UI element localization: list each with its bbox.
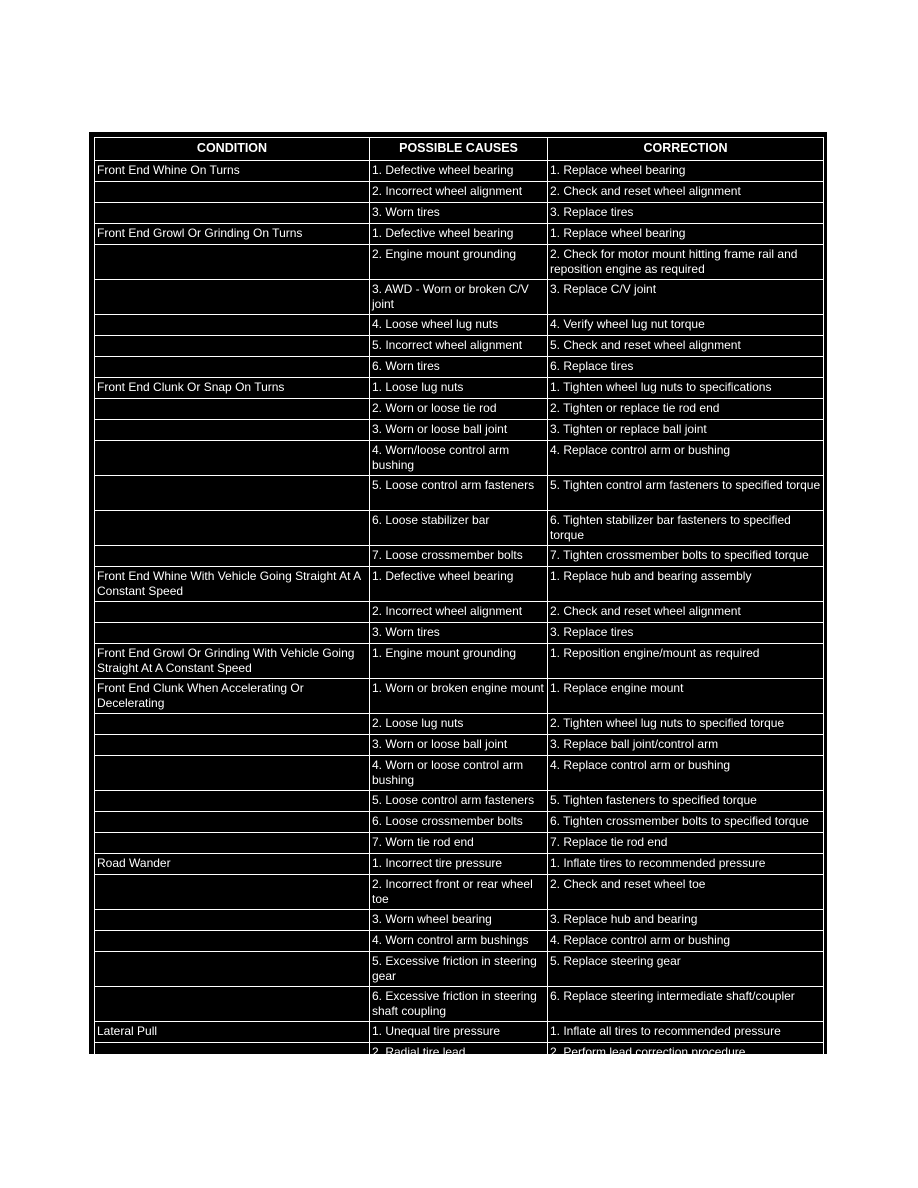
table-row: [95, 756, 824, 791]
table-row: [95, 910, 824, 931]
condition-cell: Road Wander: [95, 854, 370, 875]
possible-cause-cell: 5. Excessive friction in steering gear: [370, 952, 548, 987]
correction-cell: 3. Replace tires: [548, 203, 824, 224]
possible-cause-cell: 6. Excessive friction in steering shaft coupling: [370, 987, 548, 1022]
possible-cause-cell: 1. Defective wheel bearing: [370, 224, 548, 245]
condition-cell: [95, 357, 370, 378]
condition-cell: [95, 1043, 370, 1064]
possible-cause-cell: 6. Loose stabilizer bar: [370, 511, 548, 546]
possible-cause-cell: 3. Worn or loose ball joint: [370, 420, 548, 441]
table-row: [95, 399, 824, 420]
correction-cell: 2. Check and reset wheel alignment: [548, 602, 824, 623]
condition-cell: [95, 476, 370, 511]
condition-cell: [95, 623, 370, 644]
correction-cell: 1. Replace wheel bearing: [548, 161, 824, 182]
table-row: [95, 735, 824, 756]
condition-cell: Front End Clunk Or Snap On Turns: [95, 378, 370, 399]
table-row: [95, 203, 824, 224]
table-row: [95, 623, 824, 644]
diagnosis-table-frame: [89, 132, 827, 1059]
possible-cause-cell: 1. Defective wheel bearing: [370, 161, 548, 182]
condition-cell: [95, 336, 370, 357]
correction-cell: 6. Tighten crossmember bolts to specified torque: [548, 812, 824, 833]
possible-cause-cell: 1. Defective wheel bearing: [370, 567, 548, 602]
correction-cell: 2. Check for motor mount hitting frame rail and reposition engine as required: [548, 245, 824, 280]
condition-cell: [95, 910, 370, 931]
correction-cell: 7. Replace tie rod end: [548, 833, 824, 854]
correction-cell: 6. Replace steering intermediate shaft/coupler: [548, 987, 824, 1022]
possible-cause-cell: 4. Worn/loose control arm bushing: [370, 441, 548, 476]
condition-cell: Front End Clunk When Accelerating Or Decelerating: [95, 679, 370, 714]
correction-cell: 3. Replace ball joint/control arm: [548, 735, 824, 756]
possible-cause-cell: 3. AWD - Worn or broken C/V joint: [370, 280, 548, 315]
condition-cell: [95, 280, 370, 315]
correction-cell: 2. Tighten or replace tie rod end: [548, 399, 824, 420]
diagnosis-table: [94, 137, 824, 1064]
table-row: [95, 875, 824, 910]
condition-cell: [95, 182, 370, 203]
possible-cause-cell: 3. Worn or loose ball joint: [370, 735, 548, 756]
condition-cell: [95, 987, 370, 1022]
possible-cause-cell: 1. Worn or broken engine mount: [370, 679, 548, 714]
possible-cause-cell: 5. Incorrect wheel alignment: [370, 336, 548, 357]
correction-cell: 3. Replace tires: [548, 623, 824, 644]
condition-cell: Front End Whine On Turns: [95, 161, 370, 182]
condition-cell: [95, 735, 370, 756]
possible-cause-cell: 4. Worn or loose control arm bushing: [370, 756, 548, 791]
possible-cause-cell: 2. Incorrect front or rear wheel toe: [370, 875, 548, 910]
possible-cause-cell: 6. Loose crossmember bolts: [370, 812, 548, 833]
possible-cause-cell: 3. Worn tires: [370, 623, 548, 644]
possible-cause-cell: 5. Loose control arm fasteners: [370, 791, 548, 812]
table-row: [95, 245, 824, 280]
correction-cell: 2. Check and reset wheel alignment: [548, 182, 824, 203]
correction-cell: 4. Replace control arm or bushing: [548, 756, 824, 791]
correction-cell: 6. Tighten stabilizer bar fasteners to specified torque: [548, 511, 824, 546]
correction-cell: 2. Tighten wheel lug nuts to specified torque: [548, 714, 824, 735]
table-row: [95, 987, 824, 1022]
table-row: [95, 1043, 824, 1064]
correction-cell: 1. Replace wheel bearing: [548, 224, 824, 245]
possible-cause-cell: 3. Worn tires: [370, 203, 548, 224]
condition-cell: [95, 756, 370, 791]
table-row: [95, 567, 824, 602]
correction-cell: 7. Tighten crossmember bolts to specified torque: [548, 546, 824, 567]
table-row: [95, 441, 824, 476]
table-row: [95, 833, 824, 854]
condition-cell: [95, 245, 370, 280]
possible-cause-cell: 1. Incorrect tire pressure: [370, 854, 548, 875]
condition-cell: [95, 602, 370, 623]
condition-cell: Front End Growl Or Grinding With Vehicle Going Straight At A Constant Speed: [95, 644, 370, 679]
possible-cause-cell: 2. Incorrect wheel alignment: [370, 182, 548, 203]
table-row: [95, 378, 824, 399]
table-row: [95, 315, 824, 336]
correction-cell: 3. Replace hub and bearing: [548, 910, 824, 931]
possible-cause-cell: 2. Incorrect wheel alignment: [370, 602, 548, 623]
correction-cell: 1. Replace hub and bearing assembly: [548, 567, 824, 602]
correction-cell: 4. Replace control arm or bushing: [548, 441, 824, 476]
correction-cell: 5. Check and reset wheel alignment: [548, 336, 824, 357]
possible-cause-cell: 1. Unequal tire pressure: [370, 1022, 548, 1043]
table-row: [95, 1022, 824, 1043]
table-row: [95, 952, 824, 987]
correction-cell: 1. Inflate all tires to recommended pressure: [548, 1022, 824, 1043]
header-condition: CONDITION: [95, 138, 370, 161]
possible-cause-cell: 2. Radial tire lead: [370, 1043, 548, 1064]
condition-cell: [95, 203, 370, 224]
table-header-row: [95, 138, 824, 161]
condition-cell: [95, 511, 370, 546]
condition-cell: Lateral Pull: [95, 1022, 370, 1043]
table-row: [95, 931, 824, 952]
table-row: [95, 854, 824, 875]
condition-cell: [95, 420, 370, 441]
correction-cell: 3. Tighten or replace ball joint: [548, 420, 824, 441]
correction-cell: 3. Replace C/V joint: [548, 280, 824, 315]
table-row: [95, 161, 824, 182]
possible-cause-cell: 4. Loose wheel lug nuts: [370, 315, 548, 336]
correction-cell: 2. Check and reset wheel toe: [548, 875, 824, 910]
table-row: [95, 791, 824, 812]
table-row: [95, 420, 824, 441]
correction-cell: 5. Tighten fasteners to specified torque: [548, 791, 824, 812]
correction-cell: 1. Replace engine mount: [548, 679, 824, 714]
header-possible-causes: POSSIBLE CAUSES: [370, 138, 548, 161]
table-row: [95, 357, 824, 378]
table-body: [95, 161, 824, 1064]
condition-cell: Front End Growl Or Grinding On Turns: [95, 224, 370, 245]
table-row: [95, 280, 824, 315]
possible-cause-cell: 6. Worn tires: [370, 357, 548, 378]
correction-cell: 1. Reposition engine/mount as required: [548, 644, 824, 679]
condition-cell: [95, 399, 370, 420]
correction-cell: 4. Replace control arm or bushing: [548, 931, 824, 952]
correction-cell: 5. Tighten control arm fasteners to specified torque: [548, 476, 824, 511]
correction-cell: 5. Replace steering gear: [548, 952, 824, 987]
possible-cause-cell: 2. Worn or loose tie rod: [370, 399, 548, 420]
condition-cell: [95, 812, 370, 833]
correction-cell: 6. Replace tires: [548, 357, 824, 378]
possible-cause-cell: 1. Engine mount grounding: [370, 644, 548, 679]
correction-cell: 1. Inflate tires to recommended pressure: [548, 854, 824, 875]
table-row: [95, 546, 824, 567]
condition-cell: [95, 441, 370, 476]
possible-cause-cell: 2. Loose lug nuts: [370, 714, 548, 735]
possible-cause-cell: 2. Engine mount grounding: [370, 245, 548, 280]
table-row: [95, 602, 824, 623]
condition-cell: [95, 714, 370, 735]
condition-cell: [95, 833, 370, 854]
correction-cell: 4. Verify wheel lug nut torque: [548, 315, 824, 336]
condition-cell: [95, 931, 370, 952]
table-row: [95, 224, 824, 245]
condition-cell: Front End Whine With Vehicle Going Straight At A Constant Speed: [95, 567, 370, 602]
possible-cause-cell: 1. Loose lug nuts: [370, 378, 548, 399]
condition-cell: [95, 546, 370, 567]
table-row: [95, 336, 824, 357]
table-row: [95, 679, 824, 714]
header-correction: CORRECTION: [548, 138, 824, 161]
table-row: [95, 812, 824, 833]
possible-cause-cell: 7. Worn tie rod end: [370, 833, 548, 854]
correction-cell: 2. Perform lead correction procedure: [548, 1043, 824, 1064]
table-row: [95, 476, 824, 511]
table-row: [95, 644, 824, 679]
possible-cause-cell: 4. Worn control arm bushings: [370, 931, 548, 952]
condition-cell: [95, 875, 370, 910]
table-row: [95, 714, 824, 735]
table-row: [95, 182, 824, 203]
possible-cause-cell: 3. Worn wheel bearing: [370, 910, 548, 931]
condition-cell: [95, 952, 370, 987]
possible-cause-cell: 7. Loose crossmember bolts: [370, 546, 548, 567]
correction-cell: 1. Tighten wheel lug nuts to specifications: [548, 378, 824, 399]
condition-cell: [95, 791, 370, 812]
condition-cell: [95, 315, 370, 336]
possible-cause-cell: 5. Loose control arm fasteners: [370, 476, 548, 511]
table-row: [95, 511, 824, 546]
